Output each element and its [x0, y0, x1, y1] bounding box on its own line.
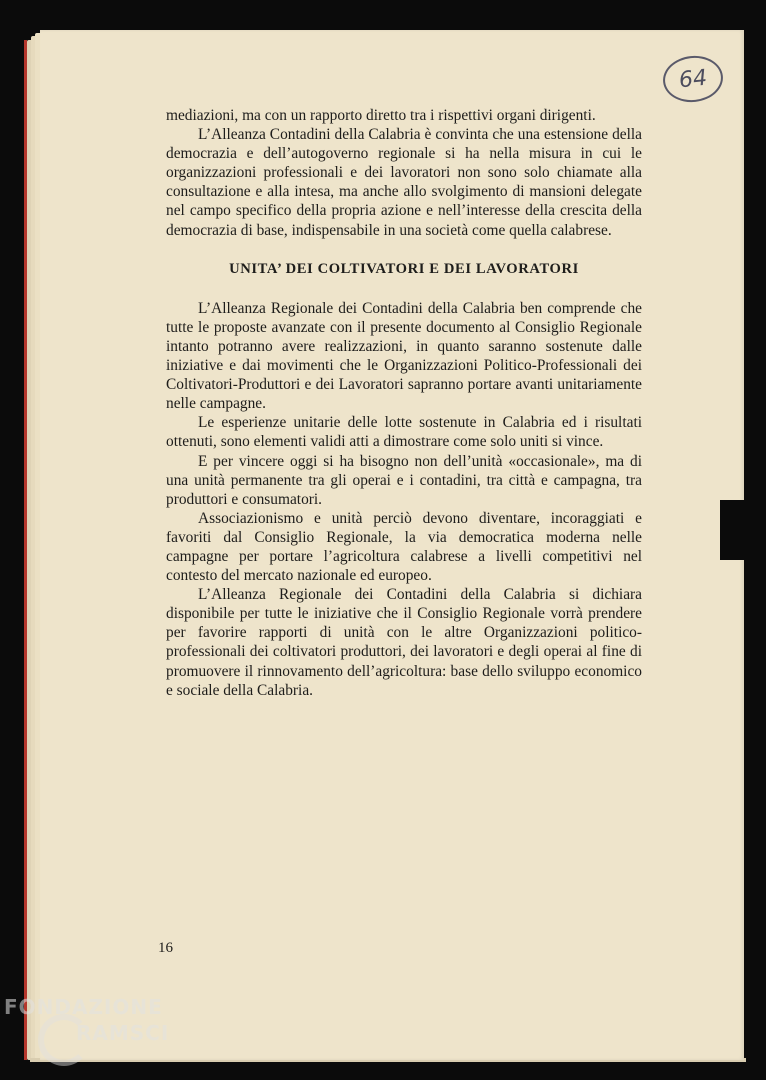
paragraph: L’Alleanza Regionale dei Contadini della Calabria ben comprende che tutte le proposte avanzate con il presente documento al Consiglio Regionale intanto potranno avere realizzazioni, in quanto saranno sostenute dalle iniziative e dai movimenti che le Organizzazioni Politico-Professionali dei Coltivatori-Produttori e dei Lavoratori sapranno portare avanti unitariamente nelle campagne. [166, 299, 642, 413]
paragraph: mediazioni, ma con un rapporto diretto tra i rispettivi organi dirigenti. [166, 107, 596, 124]
paragraph: L’Alleanza Regionale dei Contadini della Calabria si dichiara disponibile per tutte le iniziative che il Consiglio Regionale vorrà prendere per favorire rapporti di unità con le altre Organizzazioni politico-professionali dei coltivatori produttori, dei lavoratori e degli operai al fine di promuovere il rinnovamento dell’agricoltura: base dello sviluppo economico e sociale della Calabria. [166, 586, 642, 699]
watermark-line-1: FONDAZIONE [4, 995, 163, 1019]
binder-clip [720, 500, 744, 560]
fondazione-gramsci-watermark [4, 994, 169, 1046]
paragraph: Le esperienze unitarie delle lotte sostenute in Calabria ed i risultati ottenuti, sono elementi validi atti a dimostrare come solo uniti si vince. [166, 414, 642, 451]
gramsci-logo-icon [38, 1014, 90, 1066]
paragraph: L’Alleanza Contadini della Calabria è convinta che una estensione della democrazia e dell’autogoverno regionale si ha nella misura in cui le organizzazioni professionali e dei lavoratori non sono solo chiamate alla consultazione e alla intesa, ma anche allo svolgimento di mansioni delegate nel campo specifico della propria azione e nell’interesse della crescita della democrazia di base, indispensabile in una società come quella calabrese. [166, 126, 642, 239]
watermark-line-2: RAMSCI [76, 1021, 170, 1045]
stamp-number: 64 [677, 65, 709, 93]
section-heading: UNITA’ DEI COLTIVATORI E DEI LAVORATORI [229, 260, 579, 277]
paragraph: Associazionismo e unità perciò devono diventare, incoraggiati e favoriti dal Consiglio Regionale, la via democratica moderna nelle campagne per portare l’agricoltura calabrese a livelli competitivi nel contesto del mercato nazionale ed europeo. [166, 509, 642, 585]
body-text [166, 106, 642, 700]
paragraph: E per vincere oggi si ha bisogno non dell’unità «occasionale», ma di una unità permanente tra gli operai e i contadini, tra città e campagna, tra produttori e consumatori. [166, 452, 642, 508]
page-number: 16 [158, 940, 173, 956]
